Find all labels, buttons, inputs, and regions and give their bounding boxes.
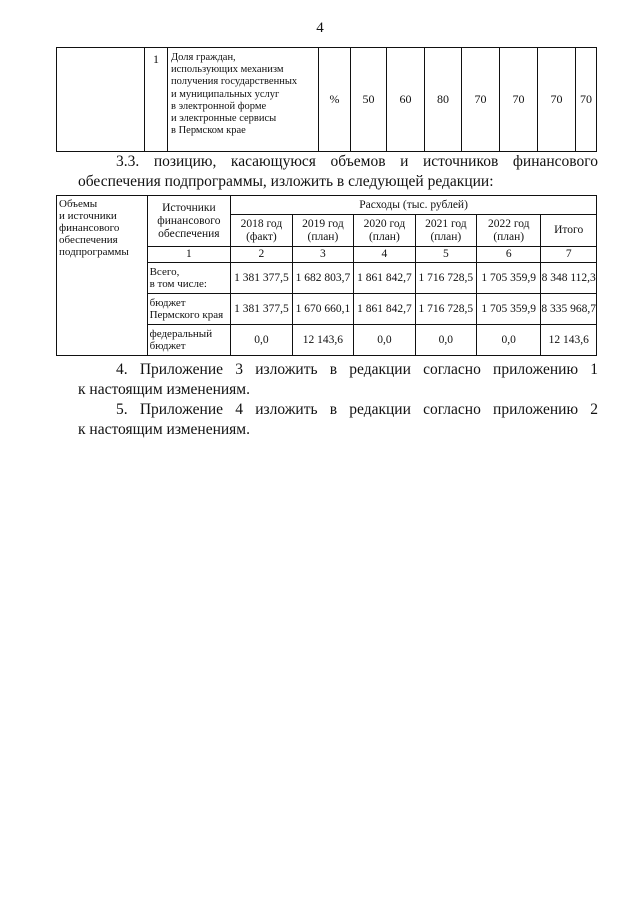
value-cell: 1 716 728,5 xyxy=(415,263,476,294)
indicator-name-line: Доля граждан, xyxy=(171,52,236,63)
indicator-value: 60 xyxy=(387,48,425,152)
value-cell: 1 861 842,7 xyxy=(354,263,415,294)
column-number: 7 xyxy=(541,247,597,263)
row-label-regional-budget xyxy=(147,294,231,325)
value-cell: 8 348 112,3 xyxy=(541,263,597,294)
column-number: 6 xyxy=(477,247,541,263)
year-label: 2019 год xyxy=(302,217,344,230)
paragraph-5-line2: к настоящим изменениям. xyxy=(78,421,250,438)
column-number: 1 xyxy=(147,247,231,263)
sources-header xyxy=(147,196,231,247)
indicator-number: 1 xyxy=(145,48,168,152)
indicator-value: 70 xyxy=(500,48,538,152)
header-line: обеспечения xyxy=(158,227,220,240)
year-header xyxy=(415,215,476,247)
paragraph-3-3-line1: 3.3. позицию, касающуюся объемов и источников финансового xyxy=(116,153,598,170)
total-header: Итого xyxy=(541,215,597,247)
label-line: Объемы xyxy=(59,198,98,210)
row-label-line: Пермского края xyxy=(149,309,224,321)
indicator-value: 50 xyxy=(351,48,387,152)
value-cell: 12 143,6 xyxy=(292,325,353,356)
value-cell: 1 705 359,9 xyxy=(477,294,541,325)
year-type: (план) xyxy=(307,230,339,243)
value-cell: 1 705 359,9 xyxy=(477,263,541,294)
year-type: (план) xyxy=(493,230,525,243)
indicator-value: 80 xyxy=(425,48,462,152)
column-number: 5 xyxy=(415,247,476,263)
value-cell: 1 381 377,5 xyxy=(231,294,292,325)
table-cell-empty xyxy=(57,48,145,152)
year-header xyxy=(292,215,353,247)
year-header xyxy=(231,215,292,247)
expenses-header: Расходы (тыс. рублей) xyxy=(231,196,597,215)
page-number: 4 xyxy=(316,20,324,36)
indicator-unit: % xyxy=(319,48,351,152)
row-label-line: в том числе: xyxy=(149,278,207,290)
column-number: 2 xyxy=(231,247,292,263)
row-label-total xyxy=(147,263,231,294)
year-type: (план) xyxy=(368,230,400,243)
year-label: 2020 год xyxy=(363,217,406,230)
label-line: финансового xyxy=(59,222,120,234)
financing-table xyxy=(56,195,597,356)
year-header xyxy=(354,215,415,247)
financing-section-label xyxy=(57,196,148,356)
column-number: 4 xyxy=(354,247,415,263)
value-cell: 1 381 377,5 xyxy=(231,263,292,294)
indicator-table xyxy=(56,47,597,152)
paragraph-4-line2: к настоящим изменениям. xyxy=(78,381,250,398)
value-cell: 0,0 xyxy=(415,325,476,356)
indicator-name xyxy=(168,48,319,152)
row-label-line: бюджет xyxy=(149,297,186,309)
year-label: 2022 год xyxy=(487,217,530,230)
row-label-federal-budget xyxy=(147,325,231,356)
indicator-name-line: в Пермском крае xyxy=(171,125,246,137)
year-header xyxy=(477,215,541,247)
indicator-name-line: использующих механизм xyxy=(171,64,284,76)
column-number: 3 xyxy=(292,247,353,263)
indicator-value: 70 xyxy=(576,48,597,152)
value-cell: 0,0 xyxy=(231,325,292,356)
indicator-name-line: и электронные сервисы xyxy=(171,113,277,125)
label-line: подпрограммы xyxy=(59,246,129,258)
year-type: (план) xyxy=(430,230,462,243)
paragraph-4-line1: 4. Приложение 3 изложить в редакции согласно приложению 1 xyxy=(116,361,598,378)
header-line: финансового xyxy=(157,214,221,227)
table-header-row xyxy=(57,196,597,215)
value-cell: 1 670 660,1 xyxy=(292,294,353,325)
value-cell: 1 682 803,7 xyxy=(292,263,353,294)
indicator-name-line: получения государственных xyxy=(171,76,298,88)
value-cell: 1 716 728,5 xyxy=(415,294,476,325)
year-label: 2021 год xyxy=(425,217,467,230)
value-cell: 0,0 xyxy=(477,325,541,356)
indicator-name-line: и муниципальных услуг xyxy=(171,88,280,100)
indicator-value: 70 xyxy=(462,48,500,152)
value-cell: 8 335 968,7 xyxy=(541,294,597,325)
table-row xyxy=(57,48,597,152)
label-line: обеспечения xyxy=(59,234,118,246)
indicator-value: 70 xyxy=(538,48,576,152)
indicator-name-line: в электронной форме xyxy=(171,100,267,112)
paragraph-5-line1: 5. Приложение 4 изложить в редакции согласно приложению 2 xyxy=(116,401,598,418)
row-label-line: Всего, xyxy=(149,266,180,278)
year-type: (факт) xyxy=(246,230,277,243)
value-cell: 12 143,6 xyxy=(541,325,597,356)
header-line: Источники xyxy=(162,201,216,214)
value-cell: 0,0 xyxy=(354,325,415,356)
row-label-line: бюджет xyxy=(149,340,186,352)
row-label-line: федеральный xyxy=(149,328,213,340)
value-cell: 1 861 842,7 xyxy=(354,294,415,325)
paragraph-3-3-line2: обеспечения подпрограммы, изложить в следующей редакции: xyxy=(78,173,494,190)
label-line: и источники xyxy=(59,210,117,222)
year-label: 2018 год xyxy=(240,217,283,230)
